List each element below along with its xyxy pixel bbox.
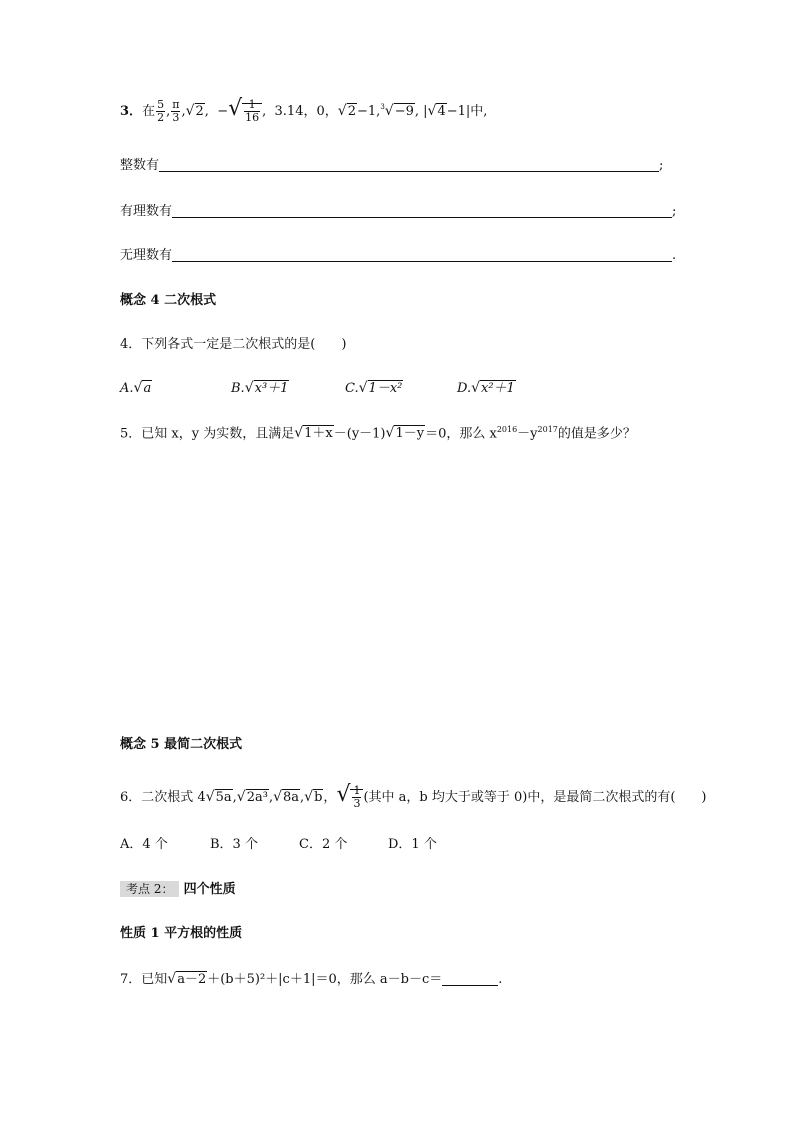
q4-option-d[interactable]: D.√x²＋1 (457, 380, 515, 396)
blank-irrationals-line[interactable] (172, 248, 672, 262)
sqrt-1-over-3: √ $\frac{1}{3}$ (336, 784, 363, 810)
kaodian-heading (120, 881, 236, 897)
q7-answer-blank[interactable] (442, 972, 498, 986)
q3-intro: 在 (142, 104, 156, 119)
q6-question: 6．二次根式 4√5a,√2a³,√8a,√b，√ $\frac{1}{3}$ (其中 a，b 均大于或等于 0)中，是最简二次根式的有( ) (120, 782, 707, 810)
q4-option-a[interactable]: A.√a (120, 380, 152, 396)
blank-integers: 整数有 ; (120, 158, 664, 173)
q4-question: 4．下列各式一定是二次根式的是( ) (120, 337, 347, 352)
q7-question: 7．已知√a－2＋(b＋5)²＋|c＋1|＝0，那么 a－b－c＝ . (120, 971, 503, 987)
blank-rationals: 有理数有 ; (120, 204, 677, 219)
blank-rationals-label: 有理数有 (120, 204, 173, 219)
cube-root-neg-9: $^3$√−9 (380, 103, 414, 119)
sqrt-2a3: √2a³ (236, 789, 268, 805)
sqrt-5a: √5a (205, 789, 232, 805)
fraction-pi-3: $\frac{\pi}{3}$ (172, 98, 180, 124)
blank-rationals-line[interactable] (172, 204, 672, 218)
q4-option-b[interactable]: B.√x³＋1 (231, 380, 289, 396)
value-0: 0 (316, 104, 325, 119)
concept4-heading: 概念 4 二次根式 (120, 293, 217, 308)
q6-option-a[interactable]: A．4 个 (120, 837, 168, 852)
q5-question: 5．已知 x，y 为实数，且满足√1＋x－(y－1)√1－y＝0，那么 $x^{2016}-y^{2017}$的值是多少？ (120, 425, 636, 442)
sqrt-b: √b (304, 789, 323, 805)
q4-option-c[interactable]: C.√1－x² (345, 380, 403, 396)
value-3-14: 3.14 (274, 104, 304, 119)
blank-irrationals-label: 无理数有 (120, 248, 173, 263)
q6-option-c[interactable]: C．2 个 (299, 837, 348, 852)
sqrt-1-minus-y: √1－y (385, 425, 425, 442)
sqrt-2: √2 (185, 103, 204, 119)
blank-irrationals: 无理数有 . (120, 248, 677, 263)
q3-number: 3 (120, 104, 130, 119)
blank-integers-label: 整数有 (120, 158, 160, 173)
sqrt-a-minus-2: √a－2 (167, 971, 207, 987)
concept5-heading: 概念 5 最简二次根式 (120, 737, 243, 752)
sqrt-4: √4 (427, 103, 446, 119)
property1-heading: 性质 1 平方根的性质 (120, 926, 243, 941)
q4-options (120, 381, 516, 395)
kaodian-title: 四个性质 (183, 882, 236, 897)
kaodian-tag: 考点 2： (120, 881, 179, 897)
sqrt-2-minus-1: √2 (337, 103, 356, 119)
sqrt-1-over-16: √ $\frac{1}{16}$ (228, 98, 262, 124)
q6-option-b[interactable]: B．3 个 (210, 837, 258, 852)
sqrt-8a: √8a (273, 789, 300, 805)
q6-options (120, 838, 437, 851)
sqrt-1-plus-x: √1＋x (294, 425, 333, 442)
q3-line: 3．在 $\frac{5}{2}$ , $\frac{\pi}{3}$ ,√2, −√ $\frac{1}{16}$ , 3.14，0，√2−1,$^3$√−9, |√4−1|中, (120, 96, 488, 124)
blank-integers-line[interactable] (159, 158, 659, 172)
q6-option-d[interactable]: D．1 个 (388, 837, 437, 852)
fraction-5-2: $\frac{5}{2}$ (157, 98, 165, 124)
